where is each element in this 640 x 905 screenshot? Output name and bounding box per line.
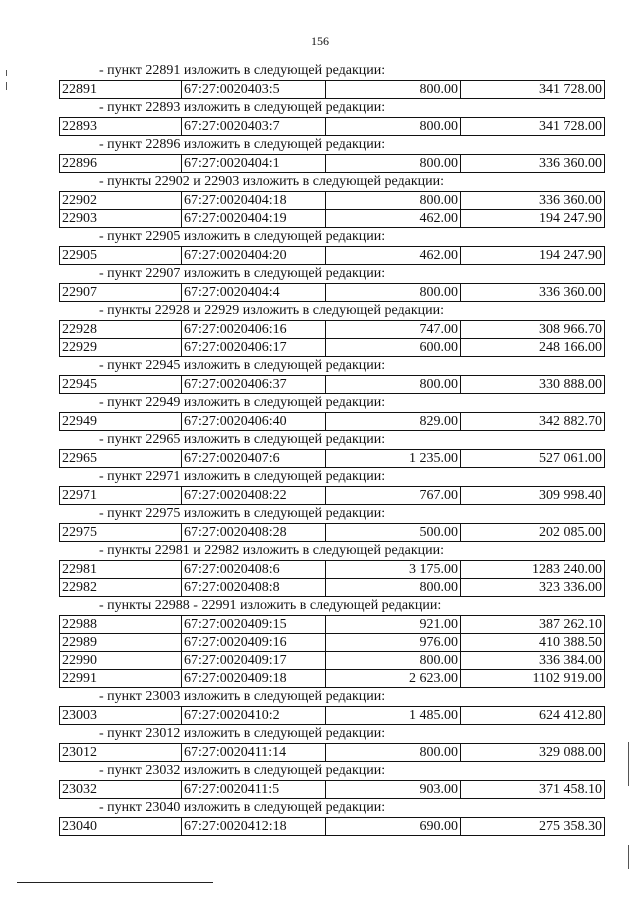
amendment-table bbox=[59, 560, 605, 597]
area-cell: 921.00 bbox=[326, 616, 461, 634]
area-cell: 800.00 bbox=[326, 652, 461, 670]
amendment-heading: - пункт 22907 изложить в следующей редакции: bbox=[59, 265, 605, 284]
cadastral-value-cell: 371 458.10 bbox=[461, 781, 605, 799]
table-row bbox=[60, 579, 605, 597]
cadastral-value-cell: 341 728.00 bbox=[461, 118, 605, 136]
cadastral-value-cell: 202 085.00 bbox=[461, 524, 605, 542]
table-row bbox=[60, 450, 605, 468]
cadastral-value-cell: 387 262.10 bbox=[461, 616, 605, 634]
cadastral-number-cell: 67:27:0020404:19 bbox=[182, 210, 326, 228]
amendment-table bbox=[59, 706, 605, 725]
item-number-cell: 23040 bbox=[60, 818, 182, 836]
cadastral-number-cell: 67:27:0020408:8 bbox=[182, 579, 326, 597]
area-cell: 800.00 bbox=[326, 376, 461, 394]
table-row bbox=[60, 210, 605, 228]
cadastral-number-cell: 67:27:0020409:15 bbox=[182, 616, 326, 634]
item-number-cell: 22988 bbox=[60, 616, 182, 634]
cadastral-number-cell: 67:27:0020404:20 bbox=[182, 247, 326, 265]
item-number-cell: 22945 bbox=[60, 376, 182, 394]
cadastral-value-cell: 624 412.80 bbox=[461, 707, 605, 725]
table-row bbox=[60, 155, 605, 173]
table-row bbox=[60, 118, 605, 136]
item-number-cell: 22896 bbox=[60, 155, 182, 173]
area-cell: 800.00 bbox=[326, 284, 461, 302]
item-number-cell: 22981 bbox=[60, 561, 182, 579]
amendment-heading: - пункт 22971 изложить в следующей редакции: bbox=[59, 468, 605, 487]
amendment-heading: - пункты 22988 - 22991 изложить в следующей редакции: bbox=[59, 597, 605, 616]
item-number-cell: 22989 bbox=[60, 634, 182, 652]
amendment-table bbox=[59, 154, 605, 173]
item-number-cell: 23003 bbox=[60, 707, 182, 725]
area-cell: 800.00 bbox=[326, 744, 461, 762]
cadastral-value-cell: 248 166.00 bbox=[461, 339, 605, 357]
cadastral-value-cell: 336 384.00 bbox=[461, 652, 605, 670]
amendment-table bbox=[59, 246, 605, 265]
item-number-cell: 22949 bbox=[60, 413, 182, 431]
page-number: 156 bbox=[311, 34, 329, 48]
area-cell: 903.00 bbox=[326, 781, 461, 799]
item-number-cell: 22928 bbox=[60, 321, 182, 339]
footer-rule bbox=[17, 882, 213, 883]
cadastral-value-cell: 1102 919.00 bbox=[461, 670, 605, 688]
table-row bbox=[60, 707, 605, 725]
amendment-heading: - пункт 22893 изложить в следующей редакции: bbox=[59, 99, 605, 118]
area-cell: 747.00 bbox=[326, 321, 461, 339]
amendment-heading: - пункты 22981 и 22982 изложить в следующей редакции: bbox=[59, 542, 605, 561]
table-row bbox=[60, 339, 605, 357]
amendment-table bbox=[59, 743, 605, 762]
table-row bbox=[60, 652, 605, 670]
amendment-table bbox=[59, 320, 605, 357]
table-row bbox=[60, 616, 605, 634]
cadastral-value-cell: 194 247.90 bbox=[461, 210, 605, 228]
amendment-table bbox=[59, 117, 605, 136]
amendment-table bbox=[59, 412, 605, 431]
cadastral-number-cell: 67:27:0020403:7 bbox=[182, 118, 326, 136]
item-number-cell: 23012 bbox=[60, 744, 182, 762]
table-row bbox=[60, 634, 605, 652]
table-row bbox=[60, 321, 605, 339]
amendment-table bbox=[59, 780, 605, 799]
area-cell: 2 623.00 bbox=[326, 670, 461, 688]
amendment-heading: - пункт 23040 изложить в следующей редакции: bbox=[59, 799, 605, 818]
table-row bbox=[60, 247, 605, 265]
amendment-heading: - пункт 22896 изложить в следующей редакции: bbox=[59, 136, 605, 155]
amendment-heading: - пункт 22975 изложить в следующей редакции: bbox=[59, 505, 605, 524]
table-row bbox=[60, 376, 605, 394]
cadastral-value-cell: 308 966.70 bbox=[461, 321, 605, 339]
amendment-heading: - пункт 23032 изложить в следующей редакции: bbox=[59, 762, 605, 781]
table-row bbox=[60, 670, 605, 688]
area-cell: 1 235.00 bbox=[326, 450, 461, 468]
document-body bbox=[59, 62, 605, 836]
item-number-cell: 22990 bbox=[60, 652, 182, 670]
cadastral-value-cell: 410 388.50 bbox=[461, 634, 605, 652]
area-cell: 800.00 bbox=[326, 155, 461, 173]
cadastral-number-cell: 67:27:0020409:18 bbox=[182, 670, 326, 688]
area-cell: 462.00 bbox=[326, 210, 461, 228]
cadastral-value-cell: 275 358.30 bbox=[461, 818, 605, 836]
cadastral-value-cell: 336 360.00 bbox=[461, 284, 605, 302]
item-number-cell: 22965 bbox=[60, 450, 182, 468]
area-cell: 690.00 bbox=[326, 818, 461, 836]
area-cell: 600.00 bbox=[326, 339, 461, 357]
cadastral-number-cell: 67:27:0020406:16 bbox=[182, 321, 326, 339]
amendment-heading: - пункты 22928 и 22929 изложить в следующей редакции: bbox=[59, 302, 605, 321]
area-cell: 767.00 bbox=[326, 487, 461, 505]
amendment-table bbox=[59, 615, 605, 688]
table-row bbox=[60, 818, 605, 836]
cadastral-number-cell: 67:27:0020404:4 bbox=[182, 284, 326, 302]
area-cell: 829.00 bbox=[326, 413, 461, 431]
amendment-heading: - пункт 23012 изложить в следующей редакции: bbox=[59, 725, 605, 744]
cadastral-value-cell: 309 998.40 bbox=[461, 487, 605, 505]
amendment-heading: - пункт 22945 изложить в следующей редакции: bbox=[59, 357, 605, 376]
cadastral-value-cell: 341 728.00 bbox=[461, 81, 605, 99]
cadastral-value-cell: 330 888.00 bbox=[461, 376, 605, 394]
amendment-table bbox=[59, 486, 605, 505]
item-number-cell: 22991 bbox=[60, 670, 182, 688]
cadastral-number-cell: 67:27:0020409:17 bbox=[182, 652, 326, 670]
area-cell: 3 175.00 bbox=[326, 561, 461, 579]
cadastral-number-cell: 67:27:0020406:17 bbox=[182, 339, 326, 357]
cadastral-number-cell: 67:27:0020406:40 bbox=[182, 413, 326, 431]
item-number-cell: 22982 bbox=[60, 579, 182, 597]
amendment-table bbox=[59, 283, 605, 302]
cadastral-number-cell: 67:27:0020406:37 bbox=[182, 376, 326, 394]
cadastral-number-cell: 67:27:0020411:5 bbox=[182, 781, 326, 799]
area-cell: 1 485.00 bbox=[326, 707, 461, 725]
item-number-cell: 22971 bbox=[60, 487, 182, 505]
table-row bbox=[60, 781, 605, 799]
amendment-table bbox=[59, 817, 605, 836]
table-row bbox=[60, 524, 605, 542]
amendment-heading: - пункты 22902 и 22903 изложить в следующей редакции: bbox=[59, 173, 605, 192]
table-row bbox=[60, 192, 605, 210]
cadastral-number-cell: 67:27:0020404:1 bbox=[182, 155, 326, 173]
cadastral-value-cell: 527 061.00 bbox=[461, 450, 605, 468]
margin-mark bbox=[628, 845, 629, 869]
cadastral-number-cell: 67:27:0020412:18 bbox=[182, 818, 326, 836]
cadastral-number-cell: 67:27:0020410:2 bbox=[182, 707, 326, 725]
amendment-heading: - пункт 22949 изложить в следующей редакции: bbox=[59, 394, 605, 413]
area-cell: 800.00 bbox=[326, 118, 461, 136]
cadastral-number-cell: 67:27:0020408:28 bbox=[182, 524, 326, 542]
cadastral-number-cell: 67:27:0020408:22 bbox=[182, 487, 326, 505]
cadastral-value-cell: 1283 240.00 bbox=[461, 561, 605, 579]
table-row bbox=[60, 744, 605, 762]
area-cell: 976.00 bbox=[326, 634, 461, 652]
area-cell: 800.00 bbox=[326, 579, 461, 597]
cadastral-value-cell: 329 088.00 bbox=[461, 744, 605, 762]
item-number-cell: 22903 bbox=[60, 210, 182, 228]
amendment-table bbox=[59, 191, 605, 228]
table-row bbox=[60, 413, 605, 431]
amendment-table bbox=[59, 80, 605, 99]
cadastral-number-cell: 67:27:0020411:14 bbox=[182, 744, 326, 762]
cadastral-value-cell: 194 247.90 bbox=[461, 247, 605, 265]
amendment-heading: - пункт 22965 изложить в следующей редакции: bbox=[59, 431, 605, 450]
item-number-cell: 22891 bbox=[60, 81, 182, 99]
area-cell: 800.00 bbox=[326, 192, 461, 210]
table-row bbox=[60, 81, 605, 99]
cadastral-number-cell: 67:27:0020403:5 bbox=[182, 81, 326, 99]
cadastral-value-cell: 323 336.00 bbox=[461, 579, 605, 597]
table-row bbox=[60, 487, 605, 505]
amendment-heading: - пункт 23003 изложить в следующей редакции: bbox=[59, 688, 605, 707]
cadastral-number-cell: 67:27:0020404:18 bbox=[182, 192, 326, 210]
cadastral-number-cell: 67:27:0020409:16 bbox=[182, 634, 326, 652]
item-number-cell: 22893 bbox=[60, 118, 182, 136]
cadastral-value-cell: 342 882.70 bbox=[461, 413, 605, 431]
amendment-heading: - пункт 22905 изложить в следующей редакции: bbox=[59, 228, 605, 247]
item-number-cell: 22907 bbox=[60, 284, 182, 302]
amendment-heading: - пункт 22891 изложить в следующей редакции: bbox=[59, 62, 605, 81]
margin-mark bbox=[6, 82, 7, 90]
area-cell: 500.00 bbox=[326, 524, 461, 542]
amendment-table bbox=[59, 449, 605, 468]
margin-mark bbox=[628, 742, 629, 786]
table-row bbox=[60, 561, 605, 579]
item-number-cell: 22905 bbox=[60, 247, 182, 265]
item-number-cell: 22902 bbox=[60, 192, 182, 210]
item-number-cell: 22929 bbox=[60, 339, 182, 357]
amendment-table bbox=[59, 375, 605, 394]
cadastral-value-cell: 336 360.00 bbox=[461, 155, 605, 173]
cadastral-number-cell: 67:27:0020407:6 bbox=[182, 450, 326, 468]
area-cell: 800.00 bbox=[326, 81, 461, 99]
amendment-table bbox=[59, 523, 605, 542]
item-number-cell: 23032 bbox=[60, 781, 182, 799]
cadastral-value-cell: 336 360.00 bbox=[461, 192, 605, 210]
item-number-cell: 22975 bbox=[60, 524, 182, 542]
cadastral-number-cell: 67:27:0020408:6 bbox=[182, 561, 326, 579]
area-cell: 462.00 bbox=[326, 247, 461, 265]
margin-mark bbox=[6, 70, 7, 76]
table-row bbox=[60, 284, 605, 302]
